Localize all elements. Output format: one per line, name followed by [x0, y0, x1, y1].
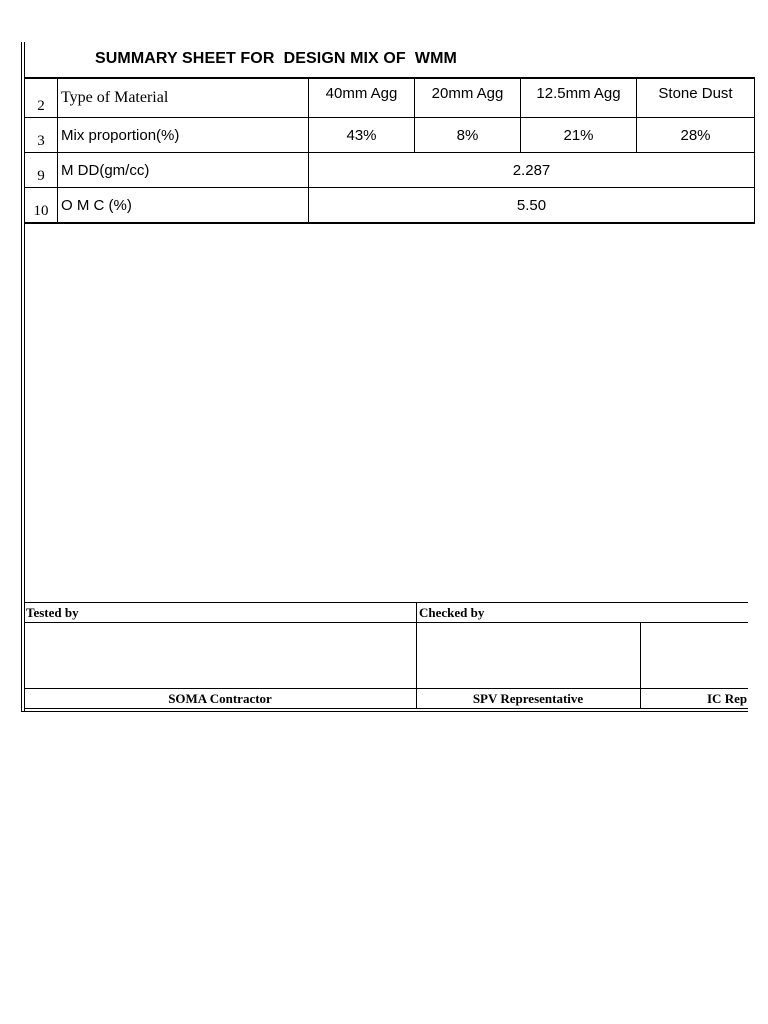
table-row — [25, 153, 755, 188]
left-border — [21, 42, 22, 712]
mdd-value: 2.287 — [309, 153, 755, 188]
material-header: 20mm Agg — [415, 78, 521, 118]
mix-summary-table — [24, 77, 755, 224]
table-row — [25, 188, 755, 224]
table-row — [25, 78, 755, 118]
table-row — [25, 118, 755, 153]
material-header: 40mm Agg — [309, 78, 415, 118]
tested-by-label: Tested by — [26, 605, 79, 620]
row-number: 2 — [25, 78, 58, 118]
row-number: 10 — [25, 188, 58, 224]
row-label: O M C (%) — [58, 188, 309, 224]
soma-contractor-label: SOMA Contractor — [168, 691, 272, 706]
material-header: Stone Dust — [637, 78, 755, 118]
row-number: 9 — [25, 153, 58, 188]
proportion-value: 28% — [637, 118, 755, 153]
row-number: 3 — [25, 118, 58, 153]
proportion-value: 8% — [415, 118, 521, 153]
material-header: 12.5mm Agg — [521, 78, 637, 118]
omc-value: 5.50 — [309, 188, 755, 224]
spv-representative-label: SPV Representative — [472, 691, 584, 706]
proportion-value: 21% — [521, 118, 637, 153]
row-label: Mix proportion(%) — [58, 118, 309, 153]
sheet-title: SUMMARY SHEET FOR DESIGN MIX OF WMM — [95, 50, 457, 67]
proportion-value: 43% — [309, 118, 415, 153]
ic-representative-label: IC Rep — [707, 691, 748, 706]
checked-by-label: Checked by — [419, 605, 485, 620]
row-label: Type of Material — [58, 78, 309, 118]
row-label: M DD(gm/cc) — [58, 153, 309, 188]
